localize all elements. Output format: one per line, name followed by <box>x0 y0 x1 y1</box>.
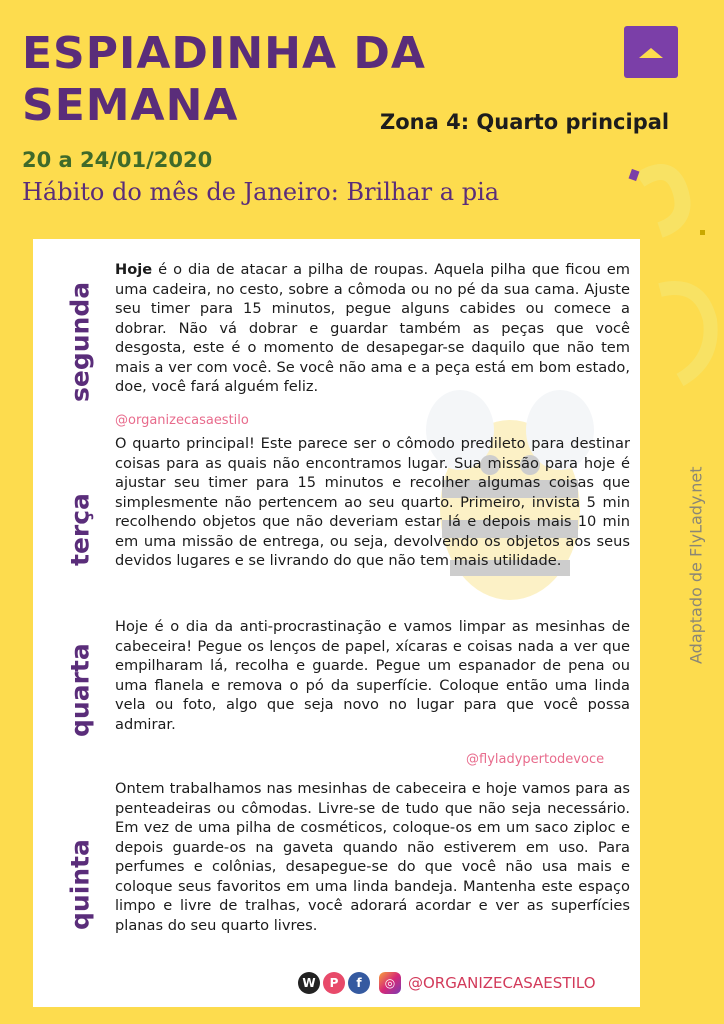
facebook-icon[interactable]: f <box>348 972 370 994</box>
date-range: 20 a 24/01/2020 <box>22 148 213 172</box>
social-handle[interactable]: @ORGANIZECASAESTILO <box>408 974 596 992</box>
zone-heading: Zona 4: Quarto principal <box>380 110 670 134</box>
side-credit: Adaptado de FlyLady.net <box>686 466 706 664</box>
day-text-lead: Hoje <box>115 261 153 278</box>
day-label-quinta: quinta <box>65 839 95 931</box>
day-text-body: é o dia de atacar a pilha de roupas. Aquela pilha que ficou em uma cadeira, no cesto, sobre a cômoda ou no pé da sua cama. Ajuste seu timer para 15 minutos, pegue alguns cabides ou comece a dobrar. Não vá dobrar e guardar também as peças que você desgosta, este é o momento de desapegar-se daquilo que não tem mais a ver com você. Se você não ama e a peça está em bom estado, doe, você fará alguém feliz. <box>115 261 630 395</box>
habit-of-month: Hábito do mês de Janeiro: Brilhar a pia <box>22 178 500 206</box>
day-text-terca: O quarto principal! Este parece ser o cômodo predileto para destinar coisas para as quais não encontramos lugar. Sua missão para hoje é ajustar seu timer para 15 minutos e recolher algumas coisas que simplesmente não pertencem ao seu quarto. Primeiro, invista 5 min recolhendo objetos que não deveriam estar lá e depois mais 10 min em uma missão de entrega, ou seja, devolvendo os objetos aos seus devidos lugares e se livrando do que não tem mais utilidade. <box>115 435 630 569</box>
day-label-segunda: segunda <box>65 281 95 403</box>
day-label-quarta: quarta <box>65 643 95 737</box>
brand-logo <box>624 26 678 78</box>
title-line-2: SEMANA <box>22 80 239 131</box>
day-label-terca: terça <box>65 493 95 567</box>
house-icon <box>639 48 663 58</box>
day-text-quarta: Hoje é o dia da anti-procrastinação e vamos limpar as mesinhas de cabeceira! Pegue os lenços de papel, xícaras e coisas nada a ver que empilharam lá, recolha e guarde. Pegue um espanador de pena ou uma flanela e remova o pó da superfície. Coloque então uma linda vela ou foto, algo que seja novo no lugar para que você possa admirar. <box>115 618 630 733</box>
instagram-handle[interactable]: @organizecasaestilo <box>115 413 249 428</box>
social-footer <box>298 972 596 994</box>
pinterest-icon[interactable]: P <box>323 972 345 994</box>
wordpress-icon[interactable]: W <box>298 972 320 994</box>
day-text-quinta: Ontem trabalhamos nas mesinhas de cabeceira e hoje vamos para as penteadeiras ou cômodas. Livre-se de tudo que não seja necessário. Em vez de uma pilha de cosméticos, coloque-os em um saco ziploc e depois guarde-os na gaveta quando não estiverem em uso. Para perfumes e colônias, desapegue-se do que você não usa mais e coloque seus favoritos em uma linda bandeja. Mantenha este espaço limpo e livre de tralhas, você adorará acordar e ver as superfícies planas do seu quarto livres. <box>115 780 630 934</box>
flylady-handle[interactable]: @flyladypertodevoce <box>466 752 605 767</box>
page-title <box>22 28 426 132</box>
title-line-1: ESPIADINHA DA <box>22 28 426 79</box>
day-text-segunda <box>115 260 630 397</box>
instagram-icon[interactable]: ◎ <box>379 972 401 994</box>
